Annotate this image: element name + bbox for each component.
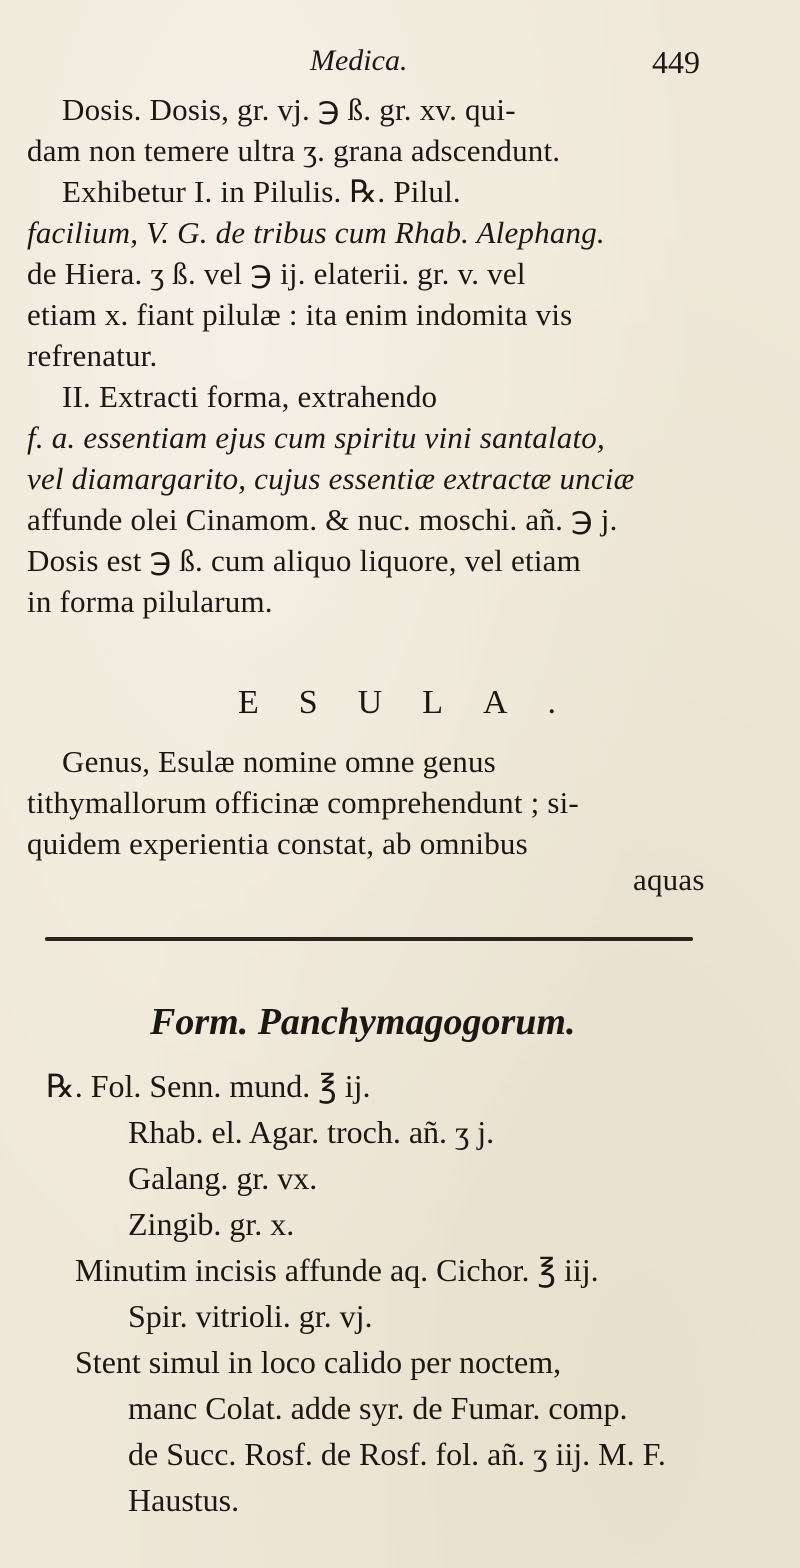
- page-header: [0, 44, 800, 84]
- text-line: Dosis est ℈ ß. cum aliquo liquore, vel etiam: [27, 543, 581, 578]
- text-line: Exhibetur I. in Pilulis. ℞. Pilul.: [62, 174, 461, 209]
- text-line: II. Extracti forma, extrahendo: [62, 379, 438, 414]
- text-line: dam non temere ultra ʒ. grana adscendunt.: [27, 133, 561, 168]
- recipe-line: Stent simul in loco calido per noctem,: [75, 1344, 562, 1380]
- page-divider-rule: [45, 937, 693, 941]
- recipe-line: Galang. gr. vx.: [128, 1160, 318, 1196]
- text-line: Genus, Esulæ nomine omne genus: [62, 744, 496, 779]
- recipe-line: Minutim incisis affunde aq. Cichor. ℥ iij.: [75, 1252, 599, 1288]
- formula-title: Form. Panchymagogorum.: [150, 1001, 576, 1043]
- catchword: aquas: [633, 862, 705, 897]
- text-line: vel diamargarito, cujus essentiæ extractæ unciæ: [27, 461, 635, 496]
- recipe-line: Zingib. gr. x.: [128, 1206, 295, 1242]
- recipe-line: Spir. vitrioli. gr. vj.: [128, 1298, 373, 1334]
- text-line: affunde olei Cinamom. & nuc. moschi. añ. ℈ j.: [27, 502, 618, 537]
- text-line: facilium, V. G. de tribus cum Rhab. Alephang.: [27, 215, 605, 250]
- text-line: de Hiera. ʒ ß. vel ℈ ij. elaterii. gr. v. vel: [27, 256, 526, 291]
- recipe-line: ℞. Fol. Senn. mund. ℥ ij.: [46, 1068, 371, 1104]
- recipe-line: de Succ. Rosf. de Rosf. fol. añ. ʒ iij. M. F.: [128, 1436, 666, 1472]
- text-line: in forma pilularum.: [27, 584, 273, 619]
- text-line: Dosis. Dosis, gr. vj. ℈ ß. gr. xv. qui-: [62, 92, 516, 127]
- text-line: tithymallorum officinæ comprehendunt ; si-: [27, 785, 579, 820]
- running-title: Medica.: [310, 44, 408, 77]
- section-heading-esula: ESULA.: [238, 684, 597, 721]
- page-number: 449: [652, 44, 700, 80]
- recipe-line: Haustus.: [128, 1482, 240, 1518]
- text-line: refrenatur.: [27, 338, 158, 373]
- recipe-line: Rhab. el. Agar. troch. añ. ʒ j.: [128, 1114, 495, 1150]
- recipe-line: manc Colat. adde syr. de Fumar. comp.: [128, 1390, 628, 1426]
- text-line: quidem experientia constat, ab omnibus: [27, 826, 528, 861]
- text-line: etiam x. fiant pilulæ : ita enim indomita vis: [27, 297, 573, 332]
- text-line: f. a. essentiam ejus cum spiritu vini santalato,: [27, 420, 605, 455]
